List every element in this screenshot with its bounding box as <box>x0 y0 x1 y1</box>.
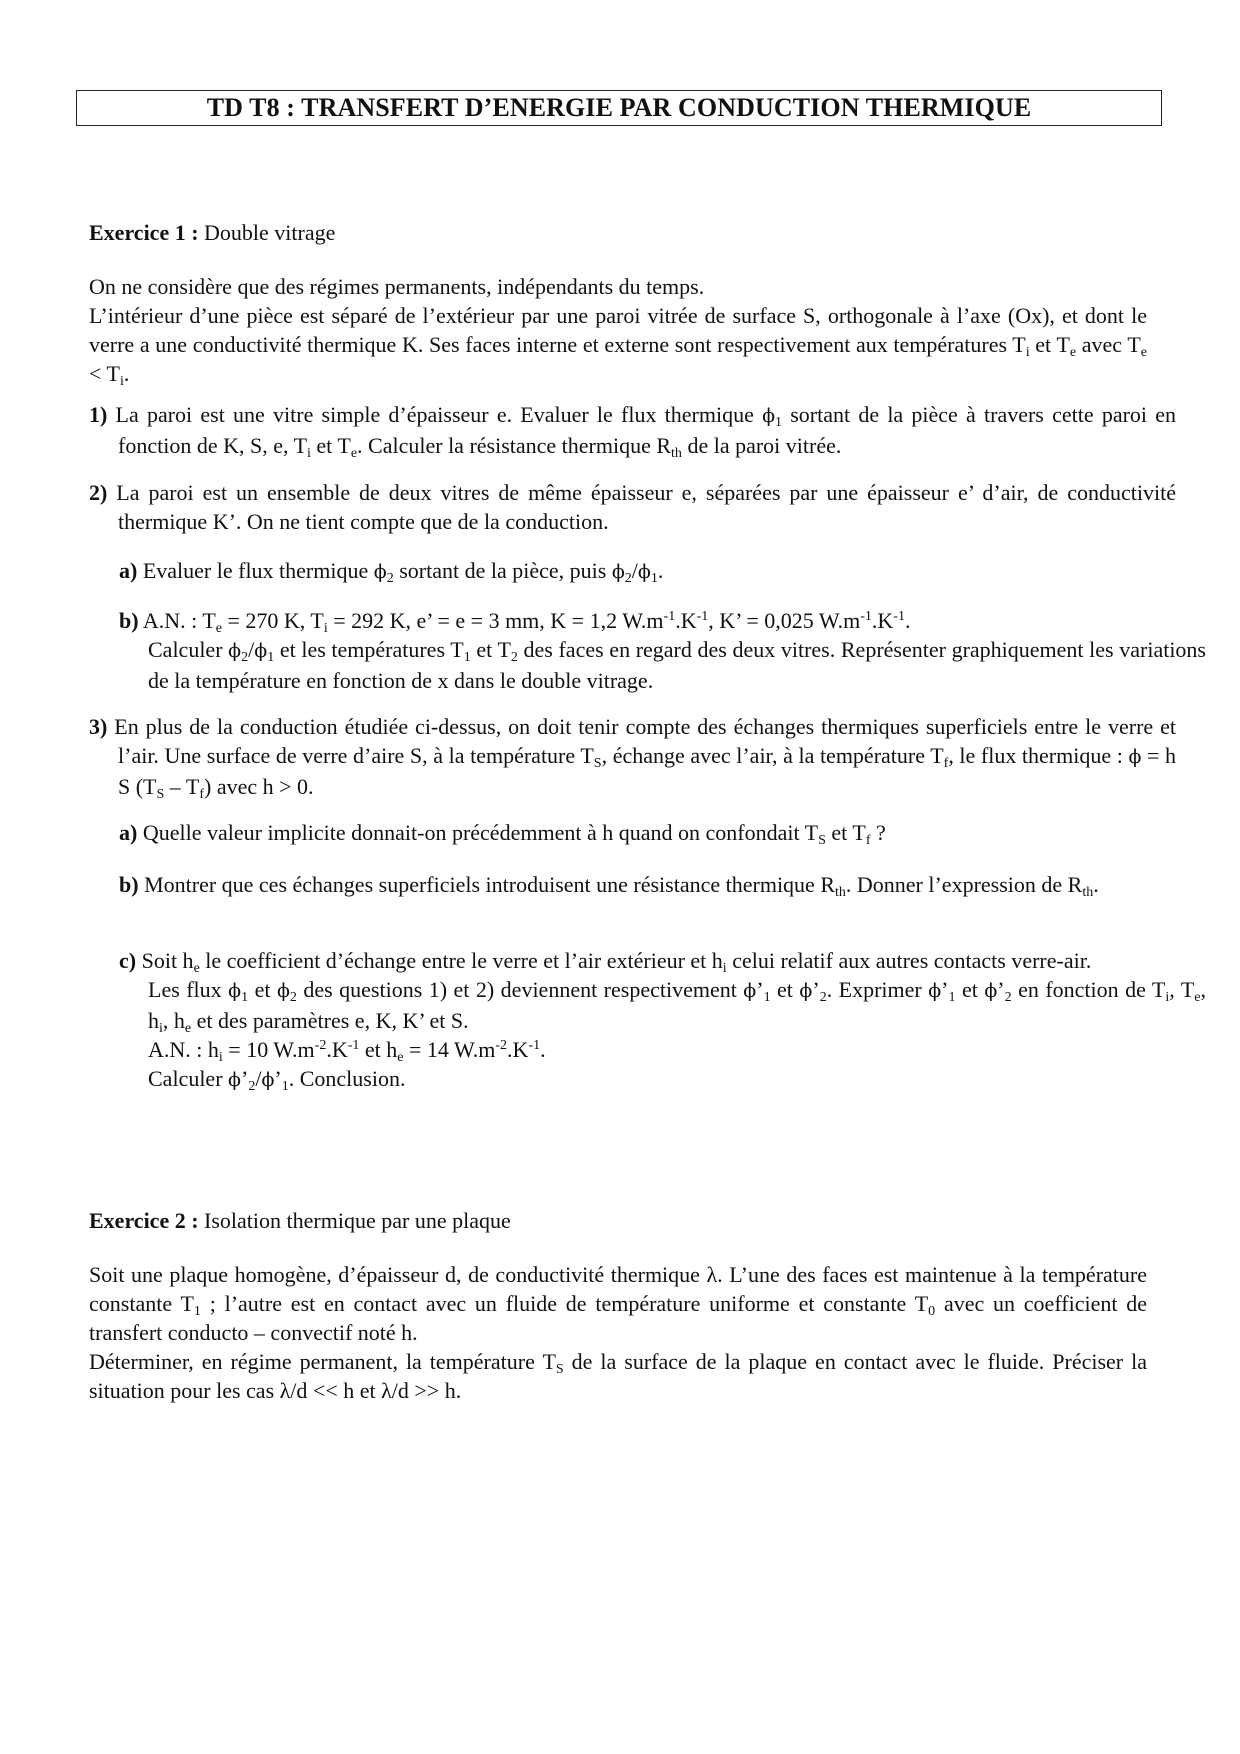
question-3a-label: a) <box>119 820 138 845</box>
question-3: 3) En plus de la conduction étudiée ci-dessus, on doit tenir compte des échanges thermiques superficiels entre le verre et l’air. Une surface de verre d’aire S, à la température $T_S$, échange avec l’air, à la température $T_f$, le flux thermique : ϕ = h S $(T_S - T_f)$ avec h > 0. <box>89 714 1176 802</box>
question-1-number: 1) <box>89 402 108 427</box>
exercise-2-body <box>89 1260 1147 1405</box>
question-2b: b) A.N. : $T_e = 270$ K, $T_i = 292$ K, e’ = e = 3 mm, K = 1,2 $W.m^{-1}.K^{-1}$, K’ = 0,025 $W.m^{-1}.K^{-1}$. Calculer $\phi_2/\phi_1$ et les températures $T_1$ et $T_2$ des faces en regard des deux vitres. Représenter graphiquement les variations de la température en fonction de x dans le double vitrage. <box>119 608 1206 693</box>
question-2a: a) Evaluer le flux thermique $\phi_2$ sortant de la pièce, puis $\phi_2/\phi_1$. <box>119 558 664 586</box>
intro-line-1: On ne considère que des régimes permanents, indépendants du temps. <box>89 274 705 299</box>
exercise-1-title: Double vitrage <box>198 220 336 245</box>
question-3c-label: c) <box>119 948 137 973</box>
question-3a: a) Quelle valeur implicite donnait-on précédemment à h quand on confondait $T_S$ et $T_f$ ? <box>119 820 886 848</box>
exercise-2-label: Exercice 2 : <box>89 1208 199 1233</box>
question-3c: c) Soit $h_e$ le coefficient d’échange entre le verre et l’air extérieur et $h_i$ celui relatif aux autres contacts verre-air. Les flux $\phi_1$ et $\phi_2$ des questions 1) et 2) deviennent respectivement $\phi’_1$ et $\phi’_2$. Exprimer $\phi’_1$ et $\phi’_2$ en fonction de $T_i$, $T_e$, $h_i$, $h_e$ et des paramètres e, K, K’ et S. A.N. : $h_i = 10$ $W.m^{-2}.K^{-1}$ et $h_e = 14$ $W.m^{-2}.K^{-1}$. Calculer $\phi’_2/\phi’_1$. Conclusion. <box>119 948 1206 1094</box>
question-2b-label: b) <box>119 608 139 633</box>
question-3-number: 3) <box>89 714 108 739</box>
question-3b: b) Montrer que ces échanges superficiels introduisent une résistance thermique $R_{th}$. Donner l’expression de $R_{th}$. <box>119 872 1099 900</box>
exercise-2-paragraph-2: Déterminer, en régime permanent, la température $T_S$ de la surface de la plaque en contact avec le fluide. Préciser la situation pour les cas λ/d << h et λ/d >> h. <box>89 1349 1147 1403</box>
question-3b-label: b) <box>119 872 139 897</box>
exercise-1-heading <box>89 218 1147 247</box>
exercise-2-paragraph-1: Soit une plaque homogène, d’épaisseur d, de conductivité thermique λ. L’une des faces est maintenue à la température constante $T_1$ ; l’autre est en contact avec un fluide de température uniforme et constante $T_0$ avec un coefficient de transfert conducto – convectif noté h. <box>89 1262 1147 1345</box>
question-2-text: La paroi est un ensemble de deux vitres de même épaisseur e, séparées par une épaisseur e’ d’air, de conductivité thermique K’. On ne tient compte que de la conduction. <box>107 480 1176 534</box>
question-2-number: 2) <box>89 480 108 505</box>
question-2 <box>89 478 1176 536</box>
exercise-2-heading <box>89 1206 1147 1235</box>
question-2a-label: a) <box>119 558 138 583</box>
exercise-1-intro <box>89 272 1147 388</box>
exercise-2-title: Isolation thermique par une plaque <box>198 1208 511 1233</box>
exercise-1-label: Exercice 1 : <box>89 220 199 245</box>
intro-paragraph: L’intérieur d’une pièce est séparé de l’extérieur par une paroi vitrée de surface S, orthogonale à l’axe (Ox), et dont le verre a une conductivité thermique K. Ses faces interne et externe sont respectivement aux températures $T_i$ et $T_e$ avec $T_e < T_i$. <box>89 303 1147 389</box>
page-title: TD T8 : TRANSFERT D’ENERGIE PAR CONDUCTION THERMIQUE <box>76 90 1162 126</box>
question-1: 1) La paroi est une vitre simple d’épaisseur e. Evaluer le flux thermique $\phi_1$ sortant de la pièce à travers cette paroi en fonction de K, S, e, $T_i$ et $T_e$. Calculer la résistance thermique $R_{th}$ de la paroi vitrée. <box>89 402 1176 461</box>
